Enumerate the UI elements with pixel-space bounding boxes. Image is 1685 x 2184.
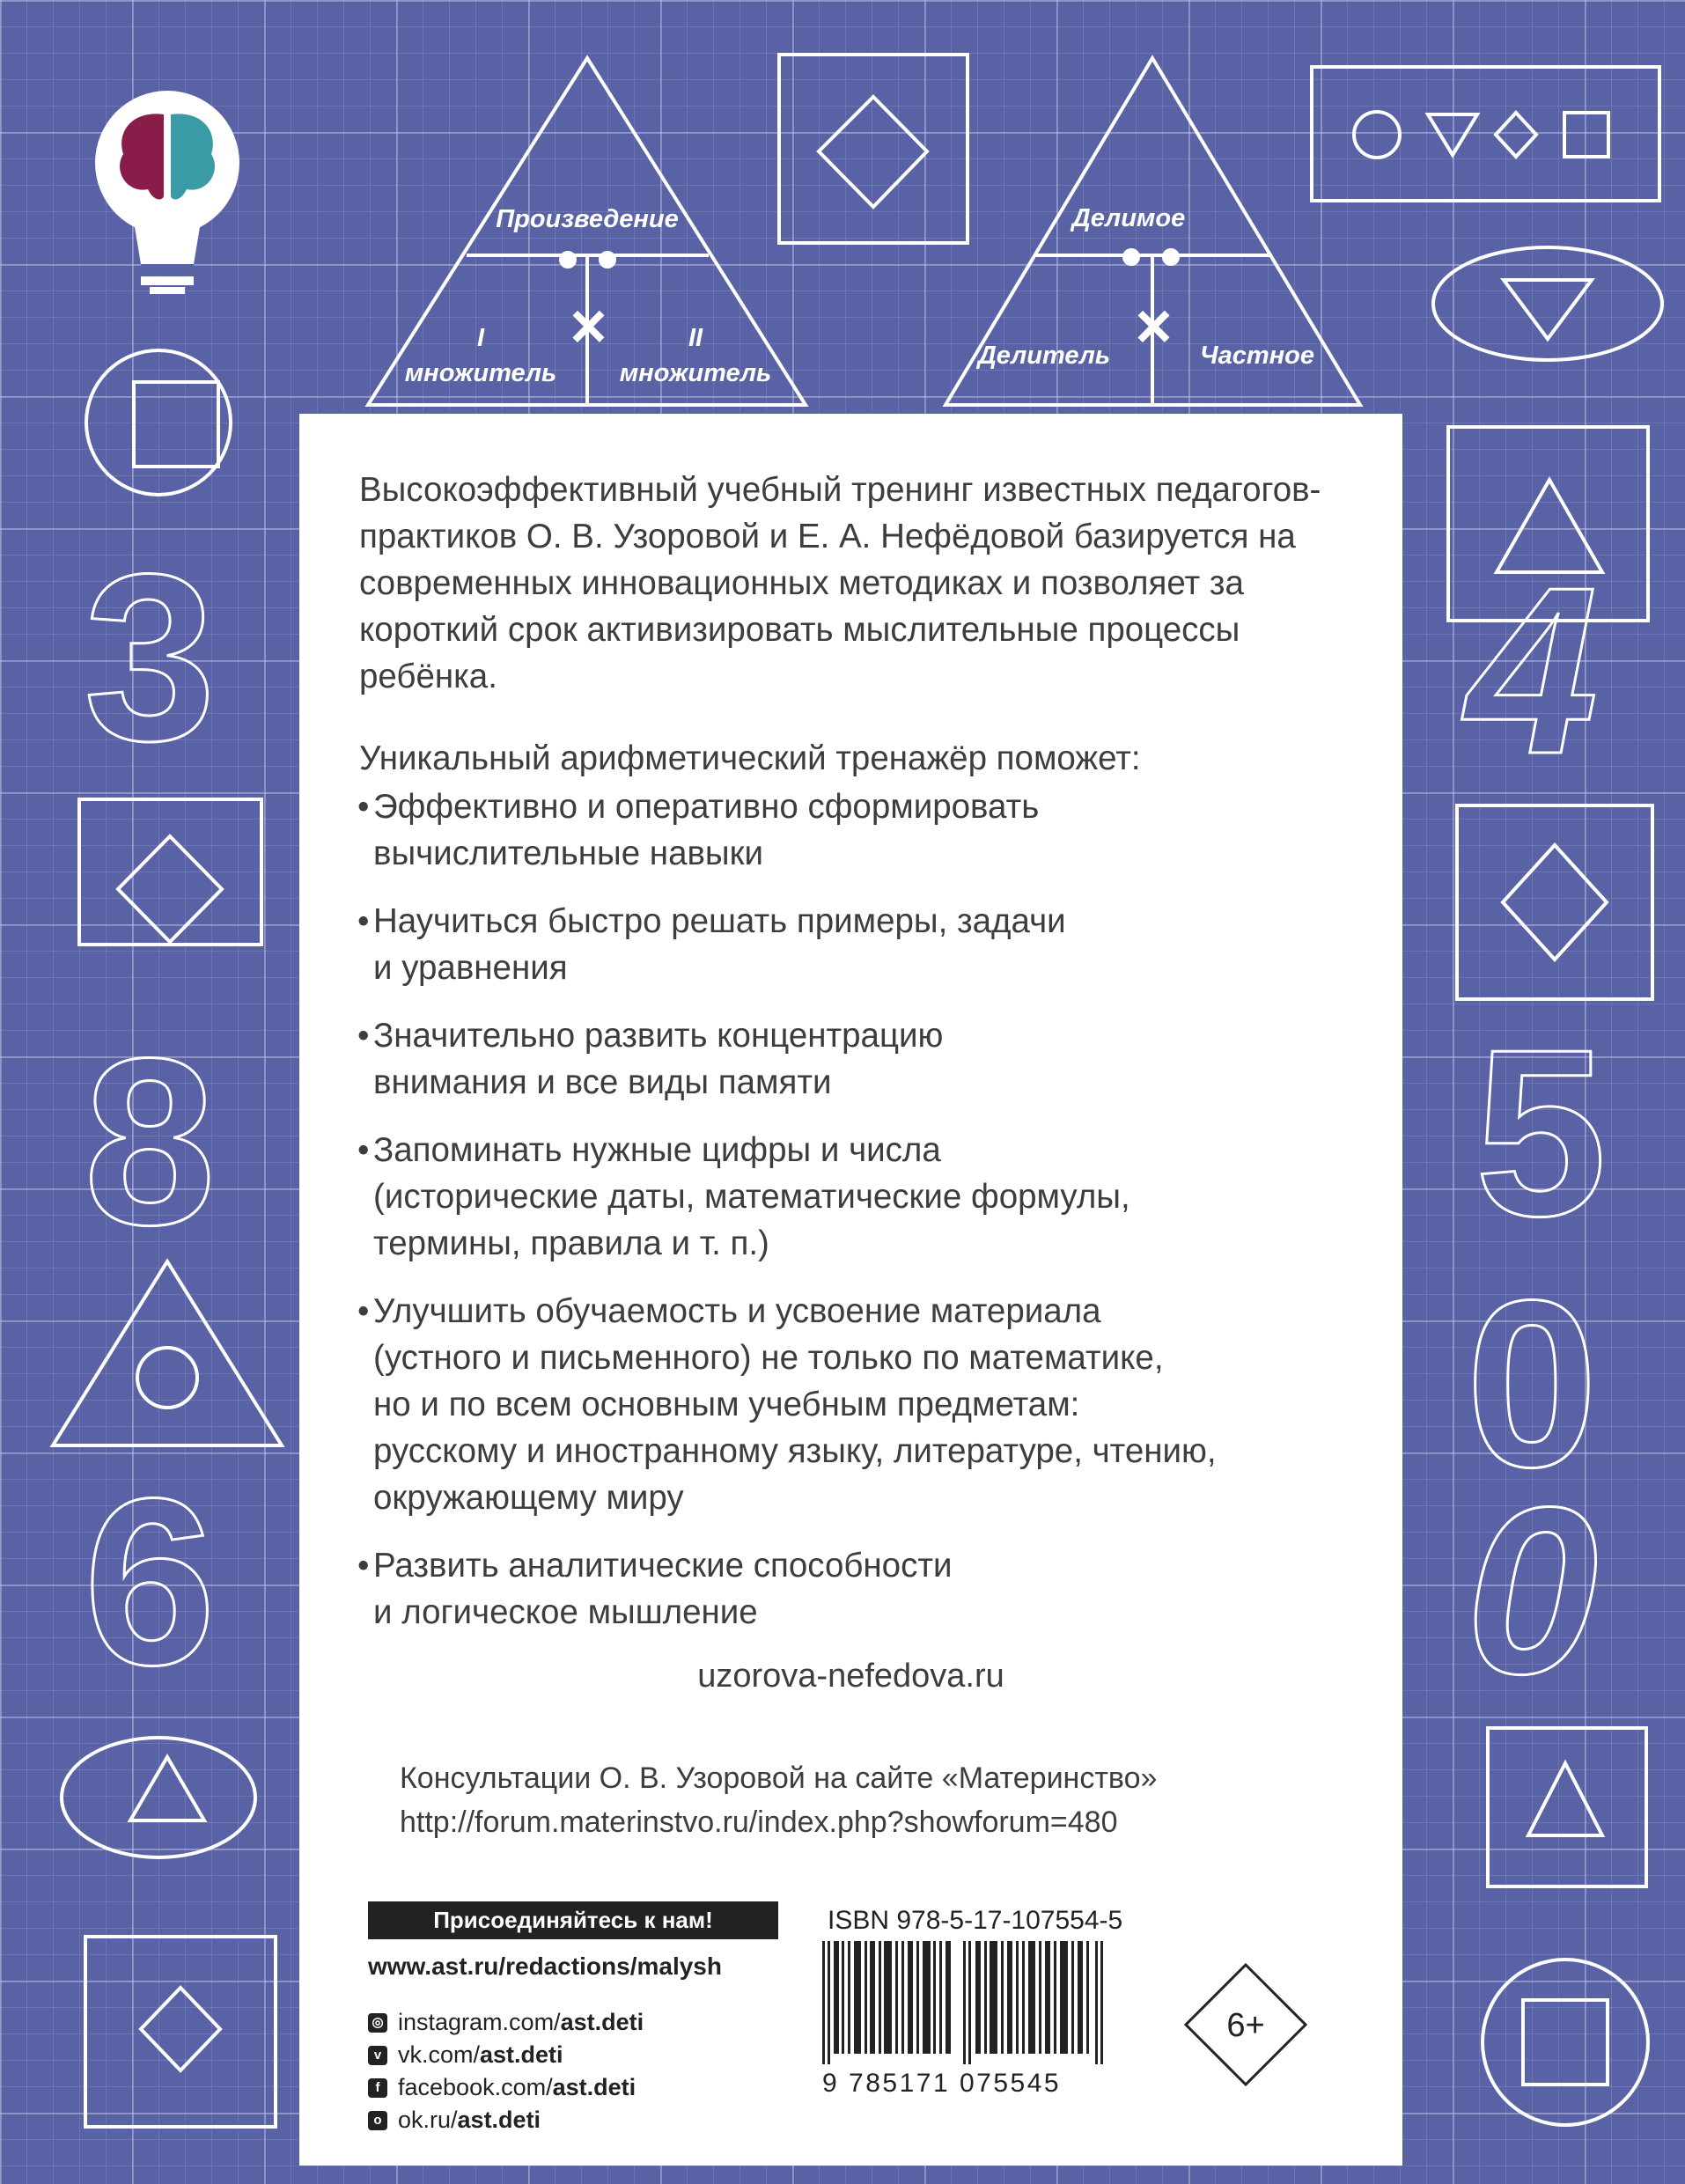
digit-4: 4 [1466,539,1599,804]
consultation-link[interactable]: http://forum.materinstvo.ru/index.php?showforum=480 [400,1805,1118,1839]
digit-8: 8 [84,1010,217,1275]
social-handle: ast.deti [480,2041,563,2068]
rect-diamond-shape [79,799,261,945]
digit-5: 5 [1475,1001,1608,1266]
square-diamond-right-shape [1457,805,1652,999]
lead-paragraph: Уникальный арифметический тренажёр поможет: [359,739,1141,777]
divisor-label: Делитель [977,342,1111,370]
list-item: • Улучшить обучаемость и усвоение материала (устного и письменного) не только по математике, но и по всем основным учебным предметам: русскому и иностранному языку, литературе, чтению, окружающему миру [357,1288,1370,1521]
factor1-number: I [476,324,485,352]
join-banner: Присоединяйтесь к нам! [368,1901,778,1939]
barcode-image [822,1941,1122,2064]
intro-paragraph: Высокоэффективный учебный тренинг известных педагогов-практиков О. В. Узоровой и Е. А. Нефёдовой базируется на современных инновационных методиках и позволяет за короткий срок активизировать мыслительные процессы ребёнка. [359,471,1321,695]
list-item: • Эффективно и оперативно сформировать вычислительные навыки [357,783,1370,877]
social-links [368,2006,644,2136]
circle-square-bottom-shape [1483,1960,1648,2125]
odnoklassniki-icon: o [368,2111,387,2130]
author-site-link[interactable]: uzorova-nefedova.ru [697,1658,1004,1695]
content-panel [299,414,1402,2166]
factor2-label: множитель [619,359,772,387]
factor1-label: множитель [404,359,557,387]
isbn-number: ISBN 978-5-17-107554-5 [828,1906,1123,1935]
list-item: • Развить аналитические способности и логическое мышление [357,1542,1370,1636]
social-handle: ast.deti [552,2074,636,2100]
age-rating: 6+ [1226,2007,1265,2044]
social-prefix: facebook.com/ [398,2074,553,2100]
social-prefix: ok.ru/ [398,2107,458,2133]
consultation-info [400,1756,1157,1844]
square-triangle-lower-shape [1488,1728,1646,1886]
list-item: • Запоминать нужные цифры и числа (исторические даты, математические формулы, термины, правила и т. п.) [357,1127,1370,1267]
social-link-facebook[interactable] [368,2071,644,2104]
list-item: • Научиться быстро решать примеры, задачи и уравнения [357,898,1370,991]
social-prefix: instagram.com/ [398,2009,561,2035]
triangle-circle-shape [53,1261,282,1445]
digit-6: 6 [84,1450,217,1715]
facebook-icon: f [368,2078,387,2098]
times-sign-2: × [1133,291,1172,362]
square-diamond-shape [779,55,968,243]
quotient-label: Частное [1200,342,1314,370]
barcode-number: 9 785171 075545 [822,2069,1062,2098]
digit-0-upper: 0 [1466,1252,1599,1517]
publisher-web-link[interactable]: www.ast.ru/redactions/malysh [368,1952,722,1980]
vk-icon: v [368,2046,387,2065]
lightbulb-brain-icon [95,91,239,294]
square-diamond-bottom-shape [85,1937,276,2127]
social-link-vk[interactable] [368,2039,644,2071]
consultation-text: Консультации О. В. Узоровой на сайте «Материнство» [400,1761,1158,1795]
ellipse-triangle-shape [1433,247,1662,360]
social-handle: ast.deti [457,2107,541,2133]
product-label: Произведение [496,205,679,233]
digit-0-lower: 0 [1466,1459,1599,1724]
benefits-list [357,783,1370,1657]
social-handle: ast.deti [560,2009,644,2035]
instagram-icon: ◎ [368,2013,387,2033]
list-item: • Значительно развить концентрацию внимания и все виды памяти [357,1012,1370,1106]
times-sign-1: × [568,291,607,362]
circle-square-shape [86,350,231,495]
digit-3: 3 [84,526,217,791]
social-link-instagram[interactable] [368,2006,644,2039]
social-prefix: vk.com/ [398,2041,481,2068]
ellipse-triangle-left-shape [62,1738,255,1857]
factor2-number: II [688,324,703,352]
dividend-label: Делимое [1071,204,1186,232]
social-link-odnoklassniki[interactable] [368,2104,644,2136]
